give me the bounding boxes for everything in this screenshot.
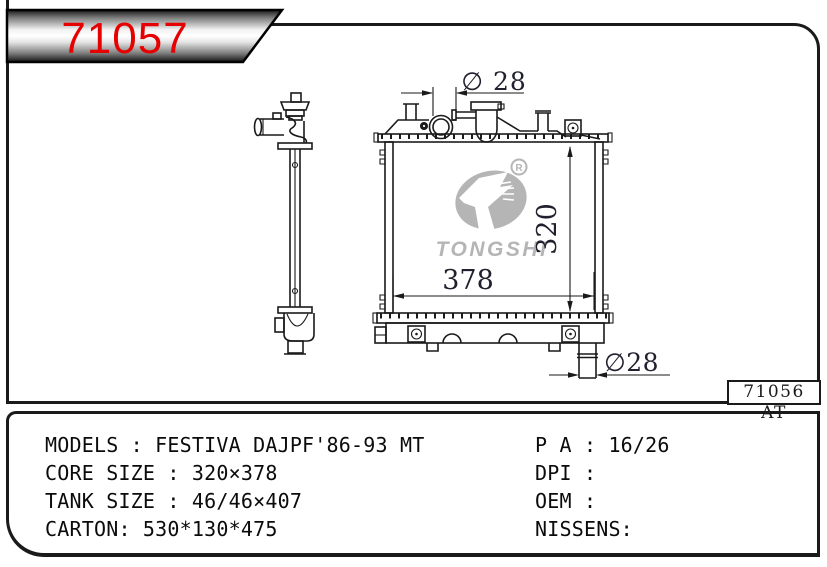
radiator-side-view bbox=[255, 93, 315, 354]
dimension-annotations bbox=[393, 67, 670, 378]
spec-oem: OEM : bbox=[535, 489, 597, 513]
outlet-pipe bbox=[577, 343, 598, 378]
spec-pa: P A : 16/26 bbox=[535, 433, 670, 457]
specs-right-column bbox=[535, 431, 827, 543]
spec-carton: CARTON: 530*130*475 bbox=[45, 517, 278, 541]
dim-core-width bbox=[393, 265, 594, 310]
registered-mark-letter: R bbox=[515, 163, 523, 174]
part-number: 71057 bbox=[61, 14, 189, 63]
ref-number-box: 71056 AT bbox=[727, 380, 821, 405]
brand-name: TONGSHI bbox=[435, 238, 549, 261]
part-number-badge bbox=[7, 10, 282, 63]
spec-nissens: NISSENS: bbox=[535, 517, 633, 541]
spec-models: MODELS : FESTIVA DAJPF'86-93 MT bbox=[45, 433, 425, 457]
dim-core-height bbox=[532, 146, 573, 312]
dim-top-diameter bbox=[401, 67, 527, 116]
spec-dpi: DPI : bbox=[535, 461, 597, 485]
spec-tank-size: TANK SIZE : 46/46×407 bbox=[45, 489, 303, 513]
filler-cap-icon bbox=[471, 102, 501, 110]
dim-core-width-label: 378 bbox=[442, 265, 494, 296]
dim-core-height-label: 320 bbox=[532, 203, 563, 255]
spec-core-size: CORE SIZE : 320×378 bbox=[45, 461, 278, 485]
dim-top-diameter-label: ∅ 28 bbox=[461, 67, 527, 96]
dim-outlet-diameter bbox=[549, 348, 670, 378]
dim-outlet-diameter-label: ∅28 bbox=[604, 348, 660, 377]
specs-left-column bbox=[45, 431, 505, 543]
